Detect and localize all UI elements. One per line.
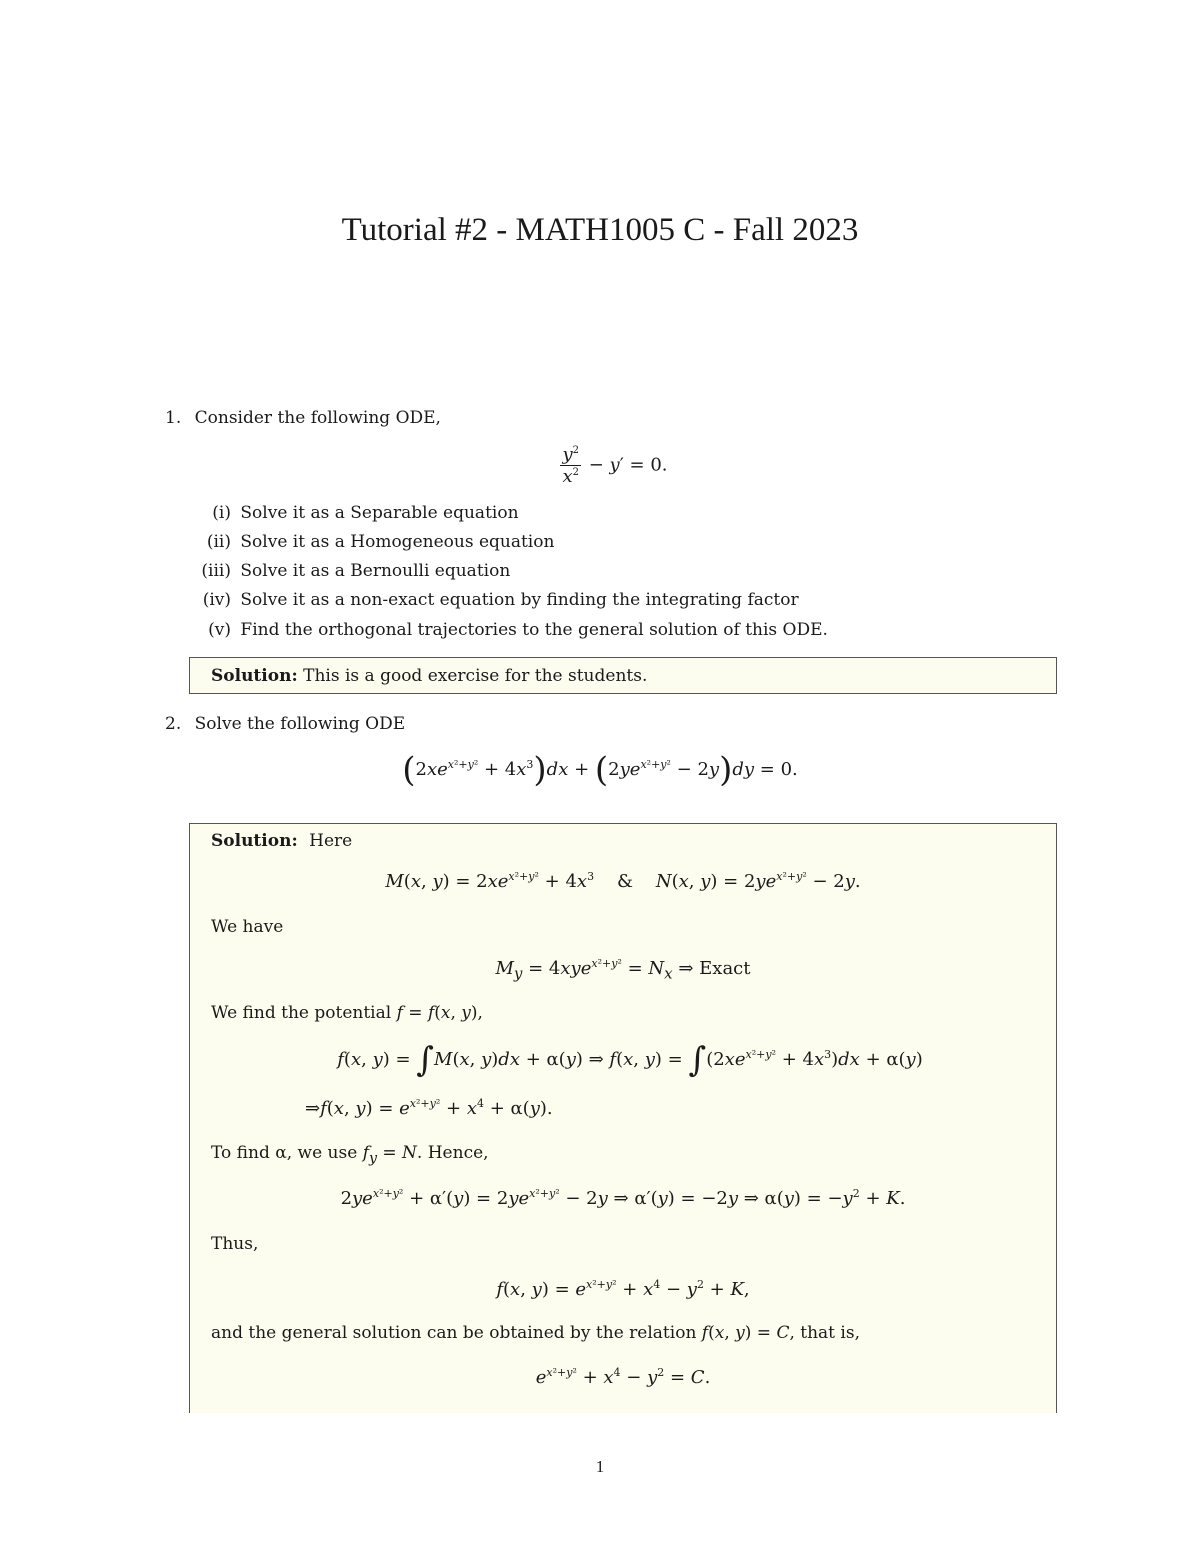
equation-potential-result: ⇒f(x, $y) = e^{x^2+y^2} + x^4 + \alpha(y)$.	[305, 1097, 553, 1119]
list-item: (ii) Solve it as a Homogeneous equation	[206, 532, 555, 552]
equation-general-solution: $e^{x^2+y^2} + x^4 - y^2 = C$.	[535, 1366, 711, 1388]
list-item: (iii) Solve it as a Bernoulli equation	[201, 561, 511, 581]
question-text: Consider the following ODE,	[194, 408, 441, 428]
potential-text: We find the potential f = f(x, y),	[211, 1003, 483, 1023]
solution-label: Solution:	[211, 666, 298, 686]
equation-q1: $\frac{y^2}{x^2}$ − y′ = 0.	[562, 444, 668, 487]
solution-label: Solution:	[211, 831, 298, 851]
question-1	[165, 408, 441, 428]
we-have-text: We have	[211, 917, 284, 937]
equation-potential: f(x, y) = ∫M(x, y)dx + α(y) ⇒ f(x, $y) = \int(2xe^{x^2+y^2} + 4x^3)dx + \alpha(y)$	[337, 1040, 923, 1080]
equation-exact: $M_y = 4xye^{x^2+y^2} = N_x$ ⇒ Exact	[495, 957, 751, 983]
equation-mn: M(x, $y) = 2xe^{x^2+y^2} + 4x^3$ & N(x, $y) = 2ye^{x^2+y^2} - 2y$.	[385, 870, 861, 892]
page-title: Tutorial #2 - MATH1005 C - Fall 2023	[341, 212, 859, 248]
equation-q2: $(2xe^{x^2+y^2} + 4x^3)dx + (2ye^{x^2+y^2} - 2y)dy = 0$.	[402, 750, 798, 790]
page-number: 1	[595, 1457, 605, 1476]
list-item: (v) Find the orthogonal trajectories to the general solution of this ODE.	[208, 620, 828, 640]
solution-1	[211, 666, 647, 686]
equation-f: f(x, $y) = e^{x^2+y^2} + x^4 - y^2 + K$,	[496, 1278, 750, 1300]
solution-text: This is a good exercise for the students.	[303, 666, 648, 686]
solution-2-header: Solution: Here	[211, 831, 353, 851]
question-number: 2.	[165, 714, 182, 734]
list-item: (i) Solve it as a Separable equation	[212, 503, 519, 523]
list-item: (iv) Solve it as a non-exact equation by finding the integrating factor	[202, 590, 799, 610]
equation-alpha: $2ye^{x^2+y^2} + \alpha'(y) = 2ye^{x^2+y^2} - 2y$ ⇒ α′(y) = −2y ⇒ $\alpha(y) = -y^2 + K$.	[340, 1187, 906, 1209]
to-find-text: To find α, we use $f_y = N$. Hence,	[211, 1143, 489, 1167]
thus-text: Thus,	[211, 1234, 259, 1254]
general-solution-text: and the general solution can be obtained by the relation f(x, y) = C, that is,	[211, 1323, 860, 1343]
question-2	[165, 714, 405, 734]
question-text: Solve the following ODE	[194, 714, 406, 734]
question-number: 1.	[165, 408, 182, 428]
